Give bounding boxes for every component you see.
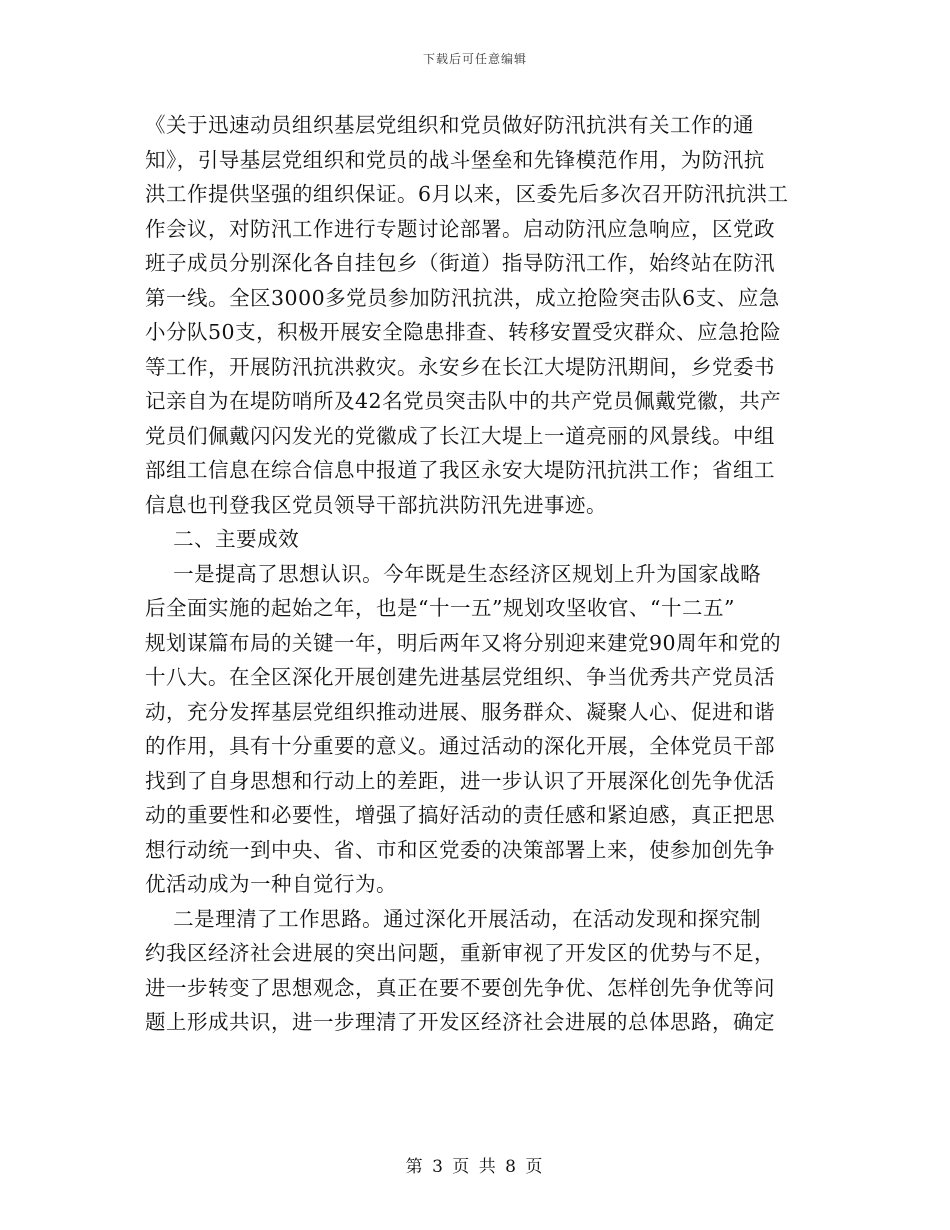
text-line: 党员们佩戴闪闪发光的党徽成了长江大堤上一道亮丽的风景线。中组 — [145, 423, 775, 448]
text-line: 想行动统一到中央、省、市和区党委的决策部署上来，使参加创先争 — [145, 837, 775, 862]
text-line: 知》，引导基层党组织和党员的战斗堡垒和先锋模范作用，为防汛抗 — [145, 147, 765, 172]
text-line: 规划谋篇布局的关键一年，明后两年又将分别迎来建党90周年和党的 — [145, 630, 782, 655]
text-line: 动，充分发挥基层党组织推动进展、服务群众、凝聚人心、促进和谐 — [145, 699, 775, 724]
text-line: 一是提高了思想认识。今年既是生态经济区规划上升为国家战略 — [145, 561, 762, 586]
text-line: 信息也刊登我区党员领导干部抗洪防汛先进事迹。 — [145, 492, 607, 517]
text-line: 十八大。在全区深化开展创建先进基层党组织、争当优秀共产党员活 — [145, 665, 775, 689]
text-line: 进一步转变了思想观念，真正在要不要创先争优、怎样创先争优等问 — [145, 975, 775, 1000]
text-line: 洪工作提供坚强的组织保证。6月以来，区委先后多次召开防汛抗洪工 — [145, 182, 789, 206]
page-header: 下载后可任意编辑 — [422, 52, 527, 66]
text-line: 作会议，对防汛工作进行专题讨论部署。启动防汛应急响应，区党政 — [145, 216, 775, 241]
text-line: 部组工信息在综合信息中报道了我区永安大堤防汛抗洪工作；省组工 — [145, 458, 775, 482]
text-line: 动的重要性和必要性，增强了搞好活动的责任感和紧迫感，真正把思 — [145, 803, 775, 827]
section-heading: 二、主要成效 — [145, 527, 300, 551]
text-line: 班子成员分别深化各自挂包乡（街道）指导防汛工作，始终站在防汛 — [145, 251, 775, 275]
text-line: 约我区经济社会进展的突出问题，重新审视了开发区的优势与不足， — [145, 941, 775, 965]
text-line: 的作用，具有十分重要的意义。通过活动的深化开展，全体党员干部 — [145, 734, 775, 758]
text-line: 二是理清了工作思路。通过深化开展活动，在活动发现和探究制 — [145, 906, 762, 931]
text-line: 记亲自为在堤防哨所及42名党员突击队中的共产党员佩戴党徽，共产 — [145, 389, 782, 413]
page-footer: 第 3 页 共 8 页 — [405, 1157, 545, 1177]
text-line: 小分队50支，积极开展安全隐患排查、转移安置受灾群众、应急抢险 — [145, 320, 782, 344]
text-line: 等工作，开展防汛抗洪救灾。永安乡在长江大堤防汛期间，乡党委书 — [145, 354, 775, 379]
text-line: 后全面实施的起始之年，也是“十一五”规划攻坚收官、“十二五” — [145, 596, 735, 620]
text-line: 优活动成为一种自觉行为。 — [145, 872, 397, 896]
text-line: 题上形成共识，进一步理清了开发区经济社会进展的总体思路，确定 — [145, 1010, 775, 1034]
document-body — [145, 108, 807, 1040]
text-line: 找到了自身思想和行动上的差距，进一步认识了开展深化创先争优活 — [145, 768, 775, 793]
text-line: 第一线。全区3000多党员参加防汛抗洪，成立抢险突击队6支、应急 — [145, 285, 780, 310]
text-line: 《关于迅速动员组织基层党组织和党员做好防汛抗洪有关工作的通 — [145, 113, 754, 137]
